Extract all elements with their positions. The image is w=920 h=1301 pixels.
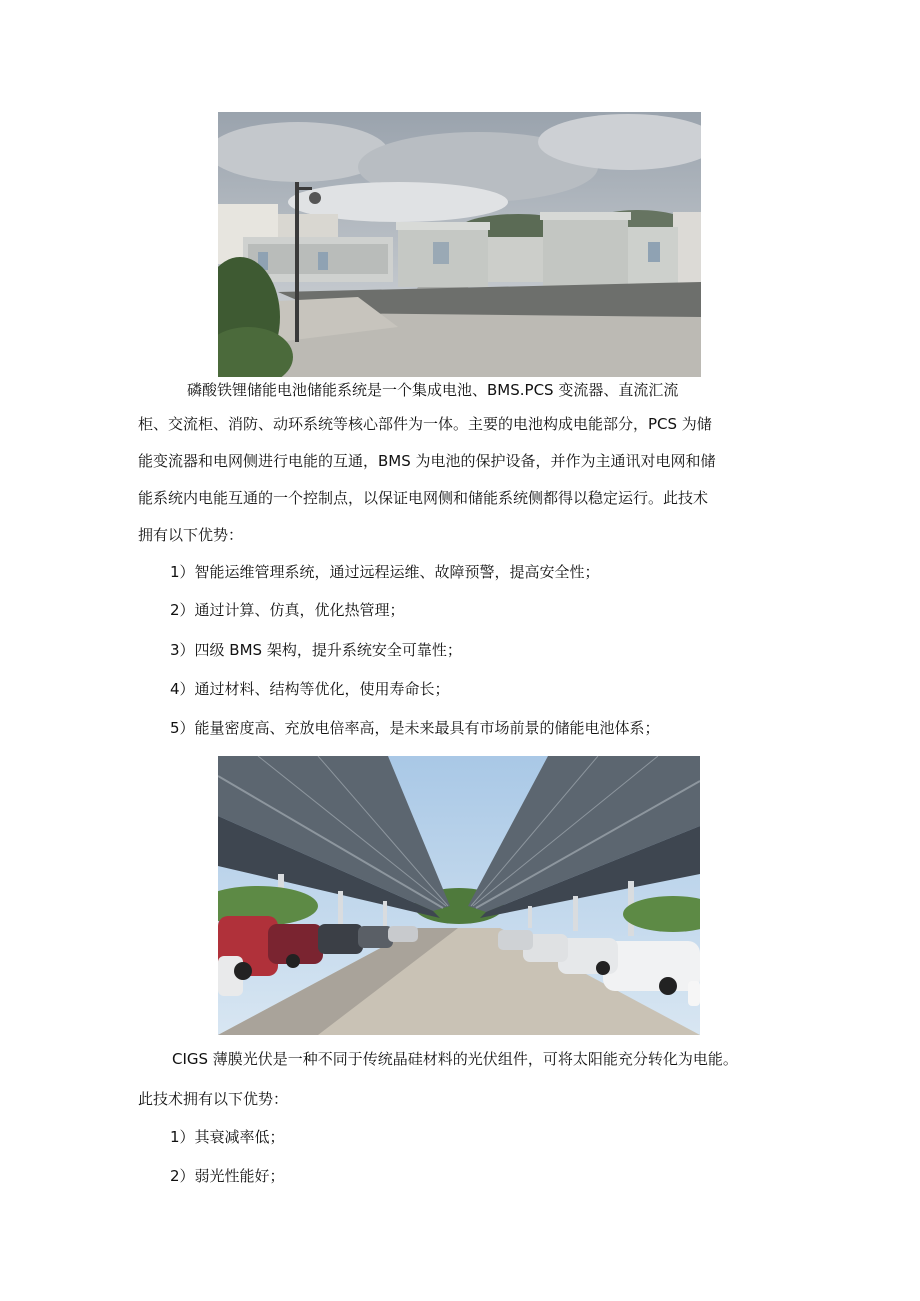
- storage-advantage-3: 3）四级 BMS 架构，提升系统安全可靠性；: [170, 641, 462, 659]
- solar-carport-photo: [218, 756, 700, 1035]
- cigs-advantage-1: 1）其衰减率低；: [170, 1128, 285, 1146]
- storage-intro-line-2: 柜、交流柜、消防、动环系统等核心部件为一体。主要的电池构成电能部分，PCS 为储: [138, 415, 712, 433]
- storage-advantage-5: 5）能量密度高、充放电倍率高，是未来最具有市场前景的储能电池体系；: [170, 719, 660, 737]
- storage-intro-line-5: 拥有以下优势：: [138, 526, 244, 544]
- storage-intro-line-1: 磷酸铁锂储能电池储能系统是一个集成电池、BMS.PCS 变流器、直流汇流: [187, 381, 679, 399]
- cigs-intro-line-1: CIGS 薄膜光伏是一种不同于传统晶硅材料的光伏组件，可将太阳能充分转化为电能。: [172, 1050, 738, 1068]
- storage-advantage-2: 2）通过计算、仿真，优化热管理；: [170, 601, 405, 619]
- storage-intro-line-3: 能变流器和电网侧进行电能的互通，BMS 为电池的保护设备，并作为主通讯对电网和储: [138, 452, 716, 470]
- storage-intro-line-4: 能系统内电能互通的一个控制点，以保证电网侧和储能系统侧都得以稳定运行。此技术: [138, 489, 709, 507]
- energy-storage-cabinets-photo: [218, 112, 701, 377]
- cigs-advantage-2: 2）弱光性能好；: [170, 1167, 285, 1185]
- storage-advantage-4: 4）通过材料、结构等优化，使用寿命长；: [170, 680, 450, 698]
- cigs-intro-line-2: 此技术拥有以下优势：: [138, 1090, 289, 1108]
- storage-advantage-1: 1）智能运维管理系统，通过远程运维、故障预警，提高安全性；: [170, 563, 600, 581]
